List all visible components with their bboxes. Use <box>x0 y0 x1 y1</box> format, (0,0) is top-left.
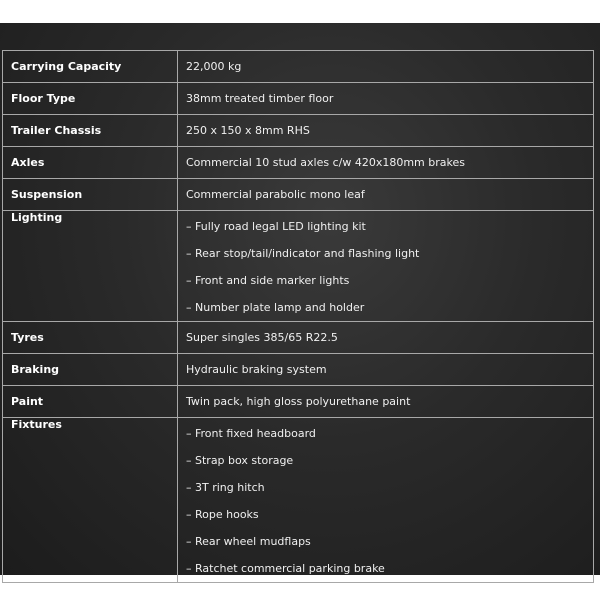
specifications-table <box>2 50 594 583</box>
spec-value-line: Commercial 10 stud axles c/w 420x180mm brakes <box>186 156 465 169</box>
table-row <box>3 386 594 418</box>
table-row <box>3 322 594 354</box>
table-row <box>3 418 594 583</box>
spec-value <box>178 51 594 83</box>
spec-value <box>178 115 594 147</box>
spec-value-line: Hydraulic braking system <box>186 363 327 376</box>
spec-label: Fixtures <box>3 418 178 583</box>
spec-value-line: – Ratchet commercial parking brake <box>186 562 385 575</box>
spec-label: Suspension <box>3 179 178 211</box>
spec-value-line: – Front fixed headboard <box>186 427 316 440</box>
spec-value-line: Super singles 385/65 R22.5 <box>186 331 338 344</box>
spec-label: Axles <box>3 147 178 179</box>
spec-label: Paint <box>3 386 178 418</box>
table-row <box>3 83 594 115</box>
spec-label: Tyres <box>3 322 178 354</box>
spec-value <box>178 179 594 211</box>
spec-value-line: 38mm treated timber floor <box>186 92 334 105</box>
spec-value <box>178 322 594 354</box>
spec-value <box>178 147 594 179</box>
spec-label: Trailer Chassis <box>3 115 178 147</box>
spec-value-line: – Rear stop/tail/indicator and flashing light <box>186 247 420 260</box>
table-row <box>3 147 594 179</box>
spec-value-line: – Rear wheel mudflaps <box>186 535 311 548</box>
spec-value-line: – Strap box storage <box>186 454 294 467</box>
spec-value-line: 22,000 kg <box>186 60 242 73</box>
table-row <box>3 211 594 322</box>
spec-value-line: – 3T ring hitch <box>186 481 265 494</box>
table-row <box>3 354 594 386</box>
spec-value-line: Commercial parabolic mono leaf <box>186 188 365 201</box>
spec-value-line: – Fully road legal LED lighting kit <box>186 220 366 233</box>
table-row <box>3 179 594 211</box>
spec-value-line: – Number plate lamp and holder <box>186 301 365 314</box>
table-row <box>3 51 594 83</box>
spec-value <box>178 354 594 386</box>
spec-label: Lighting <box>3 211 178 322</box>
spec-panel <box>0 23 600 575</box>
spec-value-line: Twin pack, high gloss polyurethane paint <box>186 395 411 408</box>
spec-value <box>178 418 594 583</box>
spec-value-line: – Rope hooks <box>186 508 259 521</box>
spec-value-line: – Front and side marker lights <box>186 274 350 287</box>
spec-value <box>178 83 594 115</box>
spec-value <box>178 211 594 322</box>
spec-label: Floor Type <box>3 83 178 115</box>
spec-label: Braking <box>3 354 178 386</box>
spec-value <box>178 386 594 418</box>
spec-value-line: 250 x 150 x 8mm RHS <box>186 124 310 137</box>
spec-label: Carrying Capacity <box>3 51 178 83</box>
table-row <box>3 115 594 147</box>
